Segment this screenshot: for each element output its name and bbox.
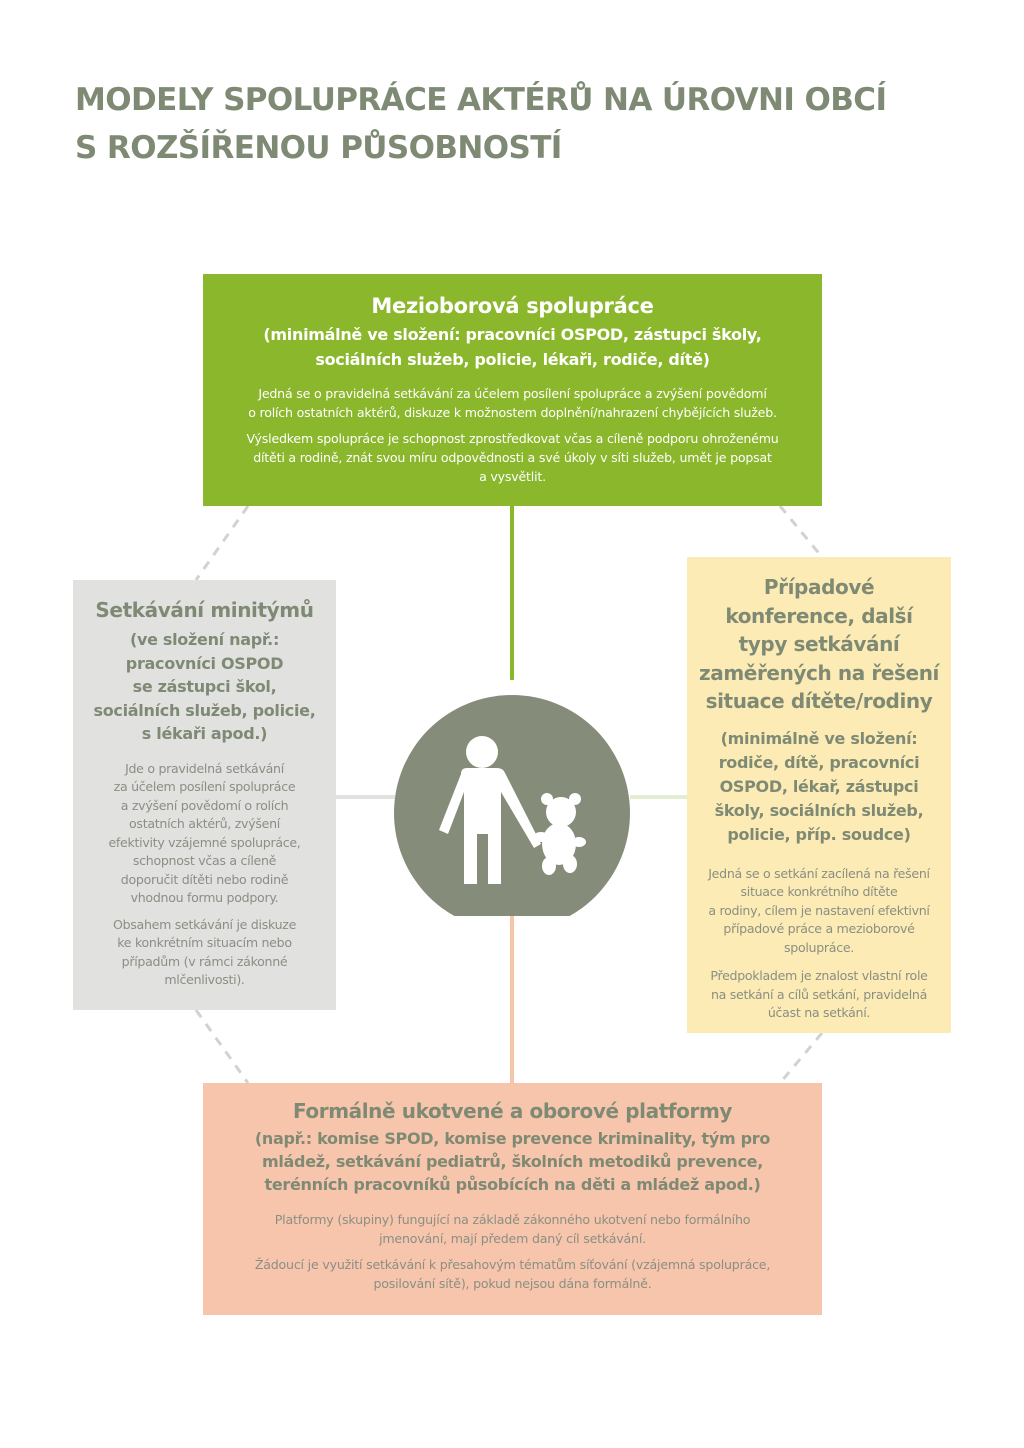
text-line: OSPOD, lékař, zástupci (719, 776, 919, 796)
text-line: policie, příp. soudce) (727, 824, 911, 844)
box-bottom-heading: Formálně ukotvené a oborové platformy (292, 1099, 733, 1123)
text-line: posilování sítě), pokud nejsou dána formálně. (373, 1276, 652, 1291)
box-top-paragraph-2 (229, 429, 796, 486)
text-line: účast na setkání. (767, 1005, 871, 1021)
text-line: Předpokladem je znalost vlastní role (710, 968, 928, 984)
text-line: terénních pracovníků působících na děti a mládež apod.) (264, 1175, 761, 1194)
text-line: (minimálně ve složení: (720, 728, 918, 748)
text-line: konference, další (725, 603, 913, 628)
text-line: doporučit dítěti nebo rodině (120, 871, 289, 887)
box-bottom-paragraph-2 (223, 1255, 802, 1293)
page-title-line-2: S ROZŠÍŘENOU PŮSOBNOSTÍ (75, 130, 562, 166)
text-line: ke konkrétním situacím nebo (117, 935, 292, 950)
text-line: s lékaři apod.) (141, 724, 268, 743)
box-case-conferences (687, 557, 951, 1033)
text-line: Případové (763, 575, 875, 599)
text-line: situace konkrétního dítěte (740, 884, 898, 900)
text-line: zaměřených na řešení (699, 660, 939, 685)
text-line: typy setkávání (738, 632, 900, 657)
text-line: Jedná se o setkání zacílená na řešení (708, 865, 930, 881)
page-title-line-1: MODELY SPOLUPRÁCE AKTÉRŮ NA ÚROVNI OBCÍ (75, 82, 887, 118)
box-right-heading (697, 573, 941, 716)
text-line: vhodnou formu podpory. (130, 890, 279, 905)
box-right-paragraph-2 (697, 967, 941, 1023)
text-line: a vysvětlit. (479, 469, 546, 484)
box-top-sub-line: sociálních služeb, policie, lékaři, rodiče, dítě) (315, 350, 710, 369)
text-line: schopnost včas a cíleně (132, 853, 277, 868)
text-line: (ve složení např.: (129, 630, 280, 649)
text-line: Obsahem setkávání je diskuze (112, 916, 297, 932)
text-line: mlčenlivosti). (164, 972, 245, 987)
text-line: Jedná se o pravidelná setkávání za účelem posílení spolupráce a zvýšení povědomí (258, 386, 767, 401)
text-line: spolupráce. (783, 939, 854, 955)
text-line: o rolích ostatních aktérů, diskuze k možnostem doplnění/nahrazení chybějících služeb. (248, 405, 777, 420)
ring-arc-top-left (196, 506, 248, 580)
box-right-paragraph-1 (697, 865, 941, 958)
text-line: případům (v rámci zákonné (121, 953, 288, 969)
box-interdisciplinary-cooperation (203, 274, 822, 506)
text-line: Výsledkem spolupráce je schopnost zprostředkovat včas a cíleně podporu ohroženému (246, 431, 779, 446)
text-line: se zástupci škol, (132, 677, 277, 696)
text-line: rodiče, dítě, pracovníci (718, 752, 920, 772)
box-top-heading: Mezioborová spolupráce (371, 294, 654, 318)
box-top-paragraph-1 (229, 384, 796, 422)
text-line: mládež, setkávání pediatrů, školních metodiků prevence, (262, 1152, 763, 1171)
ring-arc-bottom-right (780, 1033, 822, 1083)
box-left-heading: Setkávání minitýmů (95, 598, 314, 622)
box-left-paragraph-1 (87, 760, 322, 908)
text-line: Platformy (skupiny) fungující na základě zákonného ukotvení nebo formálního (274, 1212, 751, 1227)
text-line: ostatních aktérů, zvýšení (129, 816, 280, 831)
text-line: a rodiny, cílem je nastavení efektivní (708, 902, 930, 918)
center-hub (393, 678, 631, 916)
text-line: situace dítěte/rodiny (705, 689, 933, 714)
box-left-subheading (87, 628, 322, 746)
text-line: a zvýšení povědomí o rolích (120, 797, 289, 813)
ring-arc-bottom-left (196, 1010, 248, 1083)
text-line: Jde o pravidelná setkávání (125, 760, 284, 776)
box-right-subheading (697, 727, 941, 847)
box-bottom-paragraph-1 (223, 1210, 802, 1248)
text-line: pracovníci OSPOD (125, 653, 284, 673)
text-line: dítěti a rodině, znát svou míru odpovědnosti a své úkoly v síti služeb, umět je popsat (253, 450, 772, 465)
text-line: na setkání a cílů setkání, pravidelná (710, 986, 928, 1002)
box-top-subheading (229, 322, 796, 372)
text-line: (např.: komise SPOD, komise prevence kriminality, tým pro (254, 1129, 771, 1148)
text-line: případové práce a mezioborové (723, 921, 915, 937)
text-line: jmenování, mají předem daný cíl setkávání. (379, 1231, 646, 1246)
text-line: Žádoucí je využití setkávání k přesahovým tématům síťování (vzájemná spolupráce, (254, 1257, 771, 1272)
text-line: sociálních služeb, policie, (93, 700, 316, 720)
box-miniteam-meetings (73, 580, 336, 1010)
box-formal-platforms (203, 1083, 822, 1315)
ring-arc-top-right (780, 506, 822, 557)
text-line: efektivity vzájemné spolupráce, (108, 834, 301, 850)
box-top-sub-line: (minimálně ve složení: pracovníci OSPOD, zástupci školy, (263, 325, 762, 344)
box-bottom-subheading (223, 1127, 802, 1196)
text-line: školy, sociálních služeb, (714, 800, 924, 820)
text-line: za účelem posílení spolupráce (113, 779, 296, 794)
box-left-paragraph-2 (87, 916, 322, 990)
